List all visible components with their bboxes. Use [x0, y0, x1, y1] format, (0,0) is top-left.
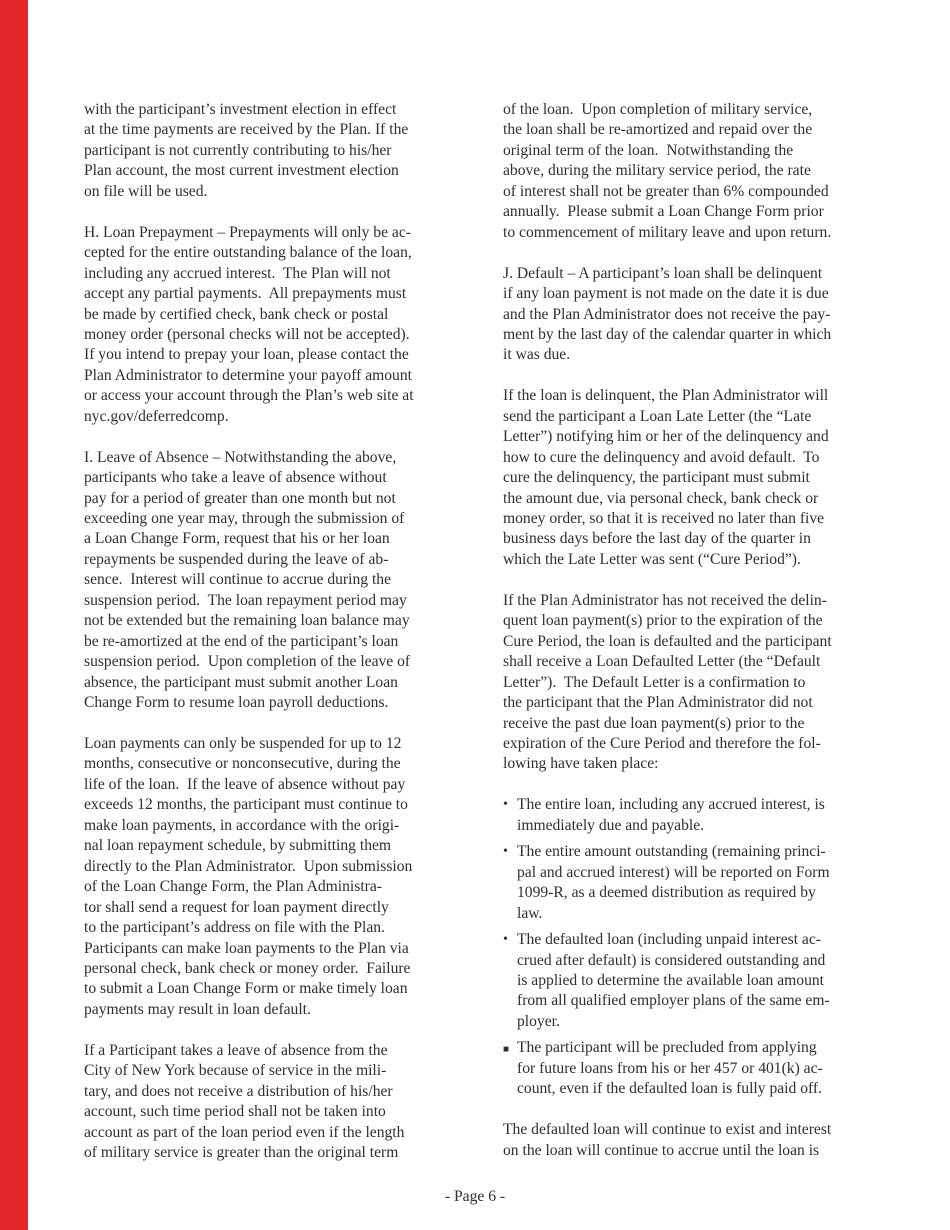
- default-consequences-list: [503, 795, 868, 1099]
- text-line: to the participant’s address on file with the Plan.: [84, 919, 385, 937]
- text-line: absence, the participant must submit another Loan: [84, 673, 398, 691]
- list-item: [503, 842, 868, 924]
- text-line: lowing have taken place:: [503, 755, 659, 773]
- section-h-loan-prepayment: [84, 223, 449, 428]
- text-line: pay for a period of greater than one month but not: [84, 489, 396, 507]
- text-line: money order (personal checks will not be accepted).: [84, 325, 410, 343]
- text-line: exceeds 12 months, the participant must continue to: [84, 796, 408, 814]
- paragraph-default-letter: [503, 591, 868, 775]
- text-line: directly to the Plan Administrator. Upon submission: [84, 857, 413, 875]
- text-line: the amount due, via personal check, bank check or: [503, 489, 819, 507]
- page-number: - Page 6 -: [444, 1188, 506, 1205]
- text-line: H. Loan Prepayment – Prepayments will only be ac-: [84, 223, 411, 241]
- text-line: to submit a Loan Change Form or make timely loan: [84, 980, 408, 998]
- text-line: The entire loan, including any accrued interest, is: [517, 796, 825, 814]
- text-line: The defaulted loan will continue to exist and interest: [503, 1121, 832, 1139]
- text-line: annually. Please submit a Loan Change Form prior: [503, 203, 824, 221]
- paragraph-military-leave: [84, 1041, 449, 1164]
- text-line: months, consecutive or nonconsecutive, during the: [84, 755, 401, 773]
- paragraph-loan-suspension: [84, 734, 449, 1020]
- right-column: [503, 100, 868, 1181]
- text-line: law.: [517, 904, 543, 922]
- text-line: J. Default – A participant’s loan shall be delinquent: [503, 264, 823, 282]
- text-line: crued after default) is considered outstanding and: [517, 951, 826, 969]
- text-line: Cure Period, the loan is defaulted and the participant: [503, 632, 832, 650]
- text-line: exceeding one year may, through the submission of: [84, 510, 405, 528]
- text-line: which the Late Letter was sent (“Cure Period”).: [503, 550, 801, 568]
- text-line: tor shall send a request for loan payment directly: [84, 898, 389, 916]
- text-line: if any loan payment is not made on the date it is due: [503, 285, 829, 303]
- text-line: ment by the last day of the calendar quarter in which: [503, 325, 832, 343]
- text-line: including any accrued interest. The Plan will not: [84, 264, 391, 282]
- text-line: a Loan Change Form, request that his or her loan: [84, 530, 390, 548]
- text-line: The entire amount outstanding (remaining princi-: [517, 843, 826, 861]
- text-line: and the Plan Administrator does not receive the pay-: [503, 305, 831, 323]
- paragraph-investment-election: [84, 100, 449, 202]
- text-line: on the loan will continue to accrue until the loan is: [503, 1141, 820, 1159]
- text-line: how to cure the delinquency and avoid default. To: [503, 448, 820, 466]
- text-line: to commencement of military leave and upon return.: [503, 223, 832, 241]
- text-line: Letter”). The Default Letter is a confirmation to: [503, 673, 806, 691]
- text-line: immediately due and payable.: [517, 816, 705, 834]
- text-line: of the Loan Change Form, the Plan Administra-: [84, 878, 382, 896]
- text-line: or access your account through the Plan’s web site at: [84, 387, 414, 405]
- text-line: be re-amortized at the end of the participant’s loan: [84, 632, 399, 650]
- text-line: If a Participant takes a leave of absence from the: [84, 1041, 388, 1059]
- text-line: above, during the military service period, the rate: [503, 162, 811, 180]
- text-line: If you intend to prepay your loan, please contact the: [84, 346, 409, 364]
- text-line: money order, so that it is received no later than five: [503, 510, 825, 528]
- text-line: If the Plan Administrator has not received the delin-: [503, 591, 827, 609]
- text-line: Letter”) notifying him or her of the delinquency and: [503, 428, 829, 446]
- text-line: account as part of the loan period even if the length: [84, 1123, 405, 1141]
- paragraph-late-letter: [503, 386, 868, 570]
- text-line: at the time payments are received by the Plan. If the: [84, 121, 409, 139]
- text-line: 1099-R, as a deemed distribution as required by: [517, 884, 816, 902]
- square-bullet-icon: ■: [503, 1044, 510, 1056]
- text-line: tary, and does not receive a distribution of his/her: [84, 1082, 393, 1100]
- text-line: The defaulted loan (including unpaid interest ac-: [517, 931, 821, 949]
- text-line: on file will be used.: [84, 182, 208, 200]
- text-line: Plan account, the most current investment election: [84, 162, 399, 180]
- section-i-leave-of-absence: [84, 448, 449, 714]
- web-link-text: nyc.gov/deferredcomp.: [84, 407, 229, 425]
- list-item: [503, 1038, 868, 1099]
- list-item: [503, 930, 868, 1032]
- text-line: of the loan. Upon completion of military service,: [503, 101, 813, 118]
- text-line: Participants can make loan payments to the Plan via: [84, 939, 409, 957]
- section-j-default: [503, 264, 868, 366]
- paragraph-defaulted-loan-closing: [503, 1120, 868, 1161]
- left-column: [84, 100, 449, 1184]
- text-line: the loan shall be re-amortized and repaid over the: [503, 121, 813, 139]
- text-line: cepted for the entire outstanding balance of the loan,: [84, 244, 412, 262]
- text-line: Loan payments can only be suspended for up to 12: [84, 735, 402, 752]
- text-line: repayments be suspended during the leave of ab-: [84, 550, 389, 568]
- text-line: original term of the loan. Notwithstanding the: [503, 141, 794, 159]
- text-line: from all qualified employer plans of the same em-: [517, 992, 830, 1010]
- text-line: Change Form to resume loan payroll deductions.: [84, 694, 389, 712]
- text-line: participant is not currently contributing to his/her: [84, 141, 392, 159]
- bullet-icon: •: [503, 932, 508, 948]
- text-line: The participant will be precluded from applying: [517, 1039, 817, 1057]
- text-line: send the participant a Loan Late Letter (the “Late: [503, 407, 812, 425]
- text-line: of military service is greater than the original term: [84, 1144, 399, 1162]
- text-line: account, such time period shall not be taken into: [84, 1103, 386, 1121]
- text-line: suspension period. The loan repayment period may: [84, 591, 407, 609]
- text-line: nal loan repayment schedule, by submitting them: [84, 837, 392, 855]
- text-line: of interest shall not be greater than 6% compounded: [503, 182, 829, 200]
- text-line: the participant that the Plan Administrator did not: [503, 694, 813, 712]
- list-item: [503, 795, 868, 836]
- text-line: participants who take a leave of absence without: [84, 469, 387, 487]
- text-line: receive the past due loan payment(s) prior to the: [503, 714, 805, 732]
- text-line: shall receive a Loan Defaulted Letter (the “Default: [503, 653, 821, 671]
- text-line: If the loan is delinquent, the Plan Administrator will: [503, 387, 829, 405]
- paragraph-military-leave-continued: [503, 100, 868, 243]
- text-line: for future loans from his or her 457 or 401(k) ac-: [517, 1059, 823, 1077]
- text-line: City of New York because of service in the mili-: [84, 1062, 387, 1080]
- text-line: ployer.: [517, 1012, 560, 1030]
- text-line: expiration of the Cure Period and therefore the fol-: [503, 735, 821, 752]
- text-line: count, even if the defaulted loan is fully paid off.: [517, 1080, 822, 1098]
- red-margin-bar: [0, 0, 28, 1230]
- text-line: pal and accrued interest) will be reported on Form: [517, 863, 830, 881]
- text-line: be made by certified check, bank check or postal: [84, 305, 389, 323]
- text-line: cure the delinquency, the participant must submit: [503, 469, 810, 487]
- text-line: payments may result in loan default.: [84, 1000, 311, 1018]
- text-line: accept any partial payments. All prepayments must: [84, 285, 407, 303]
- text-line: I. Leave of Absence – Notwithstanding the above,: [84, 448, 397, 466]
- text-line: sence. Interest will continue to accrue during the: [84, 571, 391, 589]
- text-line: is applied to determine the available loan amount: [517, 971, 825, 989]
- text-line: not be extended but the remaining loan balance may: [84, 612, 410, 630]
- text-line: suspension period. Upon completion of the leave of: [84, 653, 411, 671]
- text-line: business days before the last day of the quarter in: [503, 530, 811, 548]
- text-line: quent loan payment(s) prior to the expiration of the: [503, 612, 823, 630]
- text-line: Plan Administrator to determine your payoff amount: [84, 366, 412, 384]
- text-line: make loan payments, in accordance with the origi-: [84, 816, 400, 834]
- text-line: it was due.: [503, 346, 571, 364]
- text-line: personal check, bank check or money order. Failure: [84, 959, 411, 977]
- bullet-icon: •: [503, 797, 508, 813]
- text-line: with the participant’s investment election in effect: [84, 101, 397, 118]
- bullet-icon: •: [503, 844, 508, 860]
- text-line: life of the loan. If the leave of absence without pay: [84, 775, 406, 793]
